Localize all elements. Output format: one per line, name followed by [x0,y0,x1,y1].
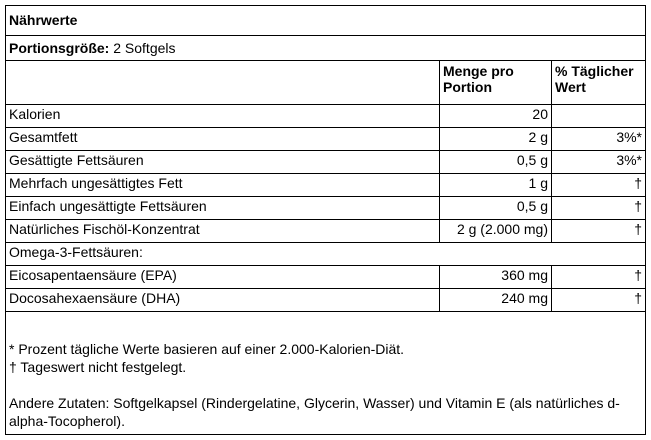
nutrient-amount: 240 mg [439,288,552,312]
nutrient-name: Eicosapentaensäure (EPA) [5,265,440,289]
nutrient-daily-value: 3%* [551,150,646,174]
nutrient-name: Gesamtfett [5,127,440,151]
nutrient-amount: 360 mg [439,265,552,289]
nutrient-name: Docosahexaensäure (DHA) [5,288,440,312]
nutrient-amount: 2 g (2.000 mg) [439,219,552,243]
nutrient-name: Natürliches Fischöl-Konzentrat [5,219,440,243]
nutrient-amount: 1 g [439,173,552,197]
table-title: Nährwerte [5,5,646,36]
nutrient-daily-value [551,104,646,128]
header-blank-cell [5,60,440,105]
nutrient-name: Gesättigte Fettsäuren [5,150,440,174]
column-header-daily-value: % Täglicher Wert [551,60,646,105]
nutrient-name: Mehrfach ungesättigtes Fett [5,173,440,197]
nutrient-daily-value: † [551,288,646,312]
column-header-amount: Menge pro Portion [439,60,552,105]
footnotes [9,340,639,430]
nutrient-name: Kalorien [5,104,440,128]
serving-size-value: 2 Softgels [109,40,176,56]
nutrient-amount: 2 g [439,127,552,151]
serving-size-row [5,35,646,61]
other-ingredients: Andere Zutaten: Softgelkapsel (Rindergelatine, Glycerin, Wasser) und Vitamin E (als natürliches d-alpha-Tocopherol). [9,395,620,429]
nutrient-amount: 0,5 g [439,150,552,174]
dagger-footnote: † Tageswert nicht festgelegt. [9,359,187,375]
nutrient-daily-value: † [551,173,646,197]
nutrient-amount: 0,5 g [439,196,552,220]
nutrient-name: Einfach ungesättigte Fettsäuren [5,196,440,220]
serving-size-label: Portionsgröße: [9,40,110,56]
nutrient-amount: 20 [439,104,552,128]
nutrient-daily-value: † [551,219,646,243]
percent-footnote: * Prozent tägliche Werte basieren auf einer 2.000-Kalorien-Diät. [9,341,405,357]
nutrient-daily-value: 3%* [551,127,646,151]
nutrient-daily-value: † [551,196,646,220]
nutrient-daily-value: † [551,265,646,289]
footnote-spacer [9,376,639,394]
omega-3-header: Omega-3-Fettsäuren: [5,242,646,266]
